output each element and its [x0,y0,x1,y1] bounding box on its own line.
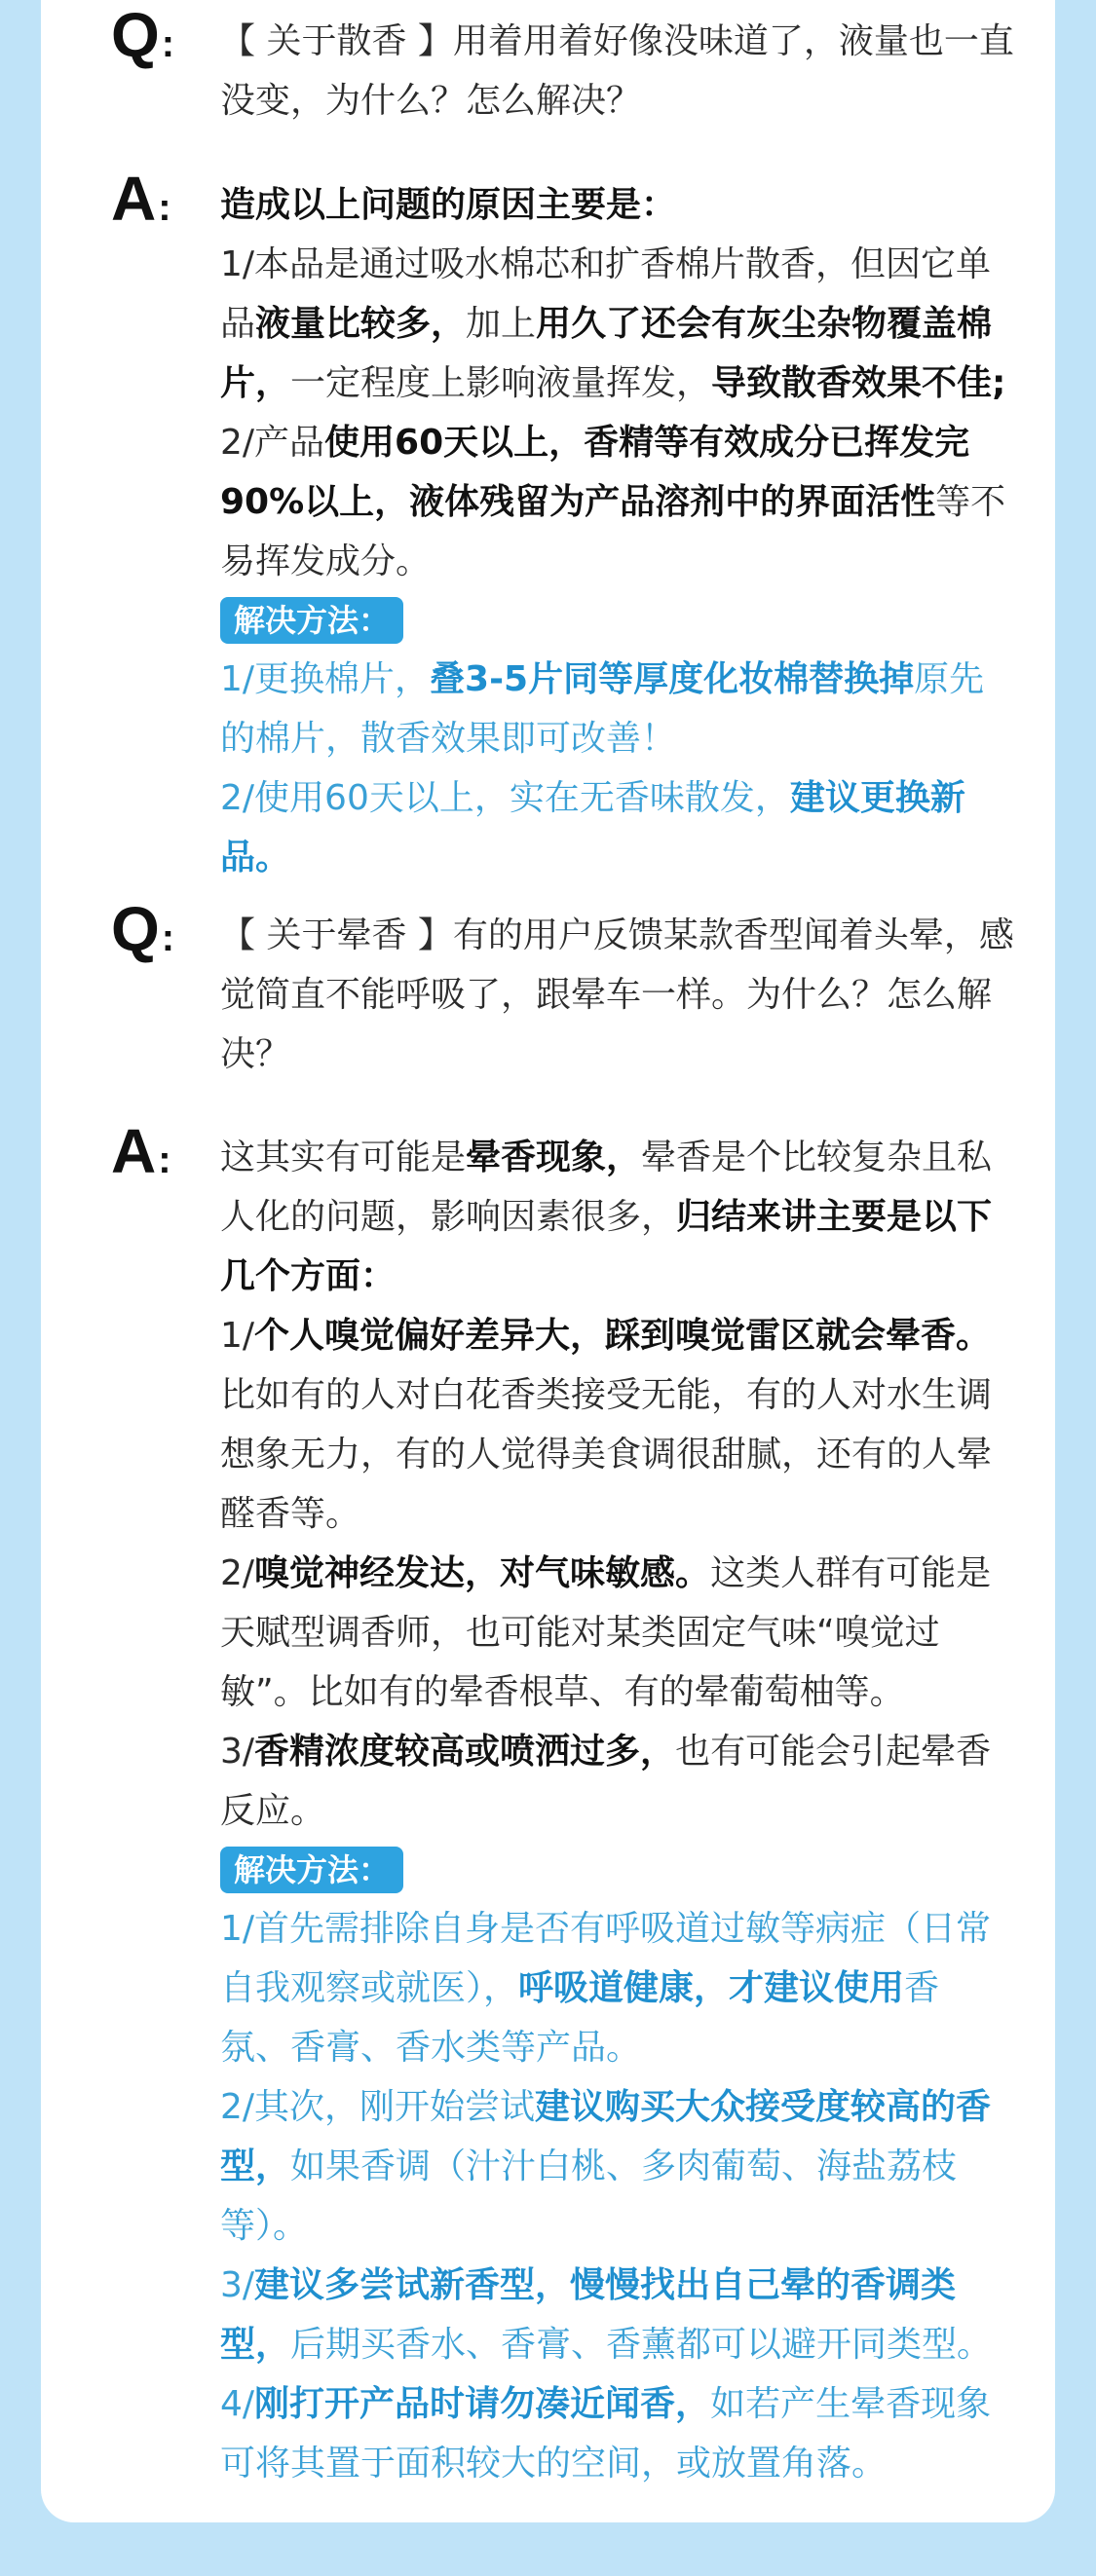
solution-tag: 解决方法： [220,1847,403,1893]
question-scent-diffusion [111,0,1046,131]
solution-item: 4/刚打开产品时请勿凑近闻香，如若产生晕香现象 可将其置于面积较大的空间，或放置角落。 [220,2384,992,2483]
a-mark: A: [111,1116,171,1186]
solution-item: 3/建议多尝试新香型，慢慢找出自己晕的香调类 型，后期买香水、香膏、香薰都可以避开同类型。 [220,2265,993,2365]
faq-card [41,0,1055,2522]
answer-paragraph: 2/产品使用60天以上，香精等有效成分已挥发完 90%以上，液体残留为产品溶剂中的界面活性等不 易挥发成分。 [220,423,1006,581]
q-mark: Q: [111,894,175,964]
answer-intro: 这其实有可能是晕香现象，晕香是个比较复杂且私 人化的问题，影响因素很多，归结来讲主要是以下 几个方面： [220,1138,993,1296]
answer-heading: 造成以上问题的原因主要是： [220,185,677,225]
question-line: 【 关于散香 】用着用着好像没味道了，液量也一直 [220,21,1014,61]
question-line: 没变，为什么？怎么解决？ [220,81,642,121]
solution-item: 2/使用60天以上，实在无香味散发，建议更换新 品。 [220,778,965,877]
question-line: 决？ [220,1034,291,1074]
question-line: 【 关于晕香 】有的用户反馈某款香型闻着头晕，感 [220,915,1014,955]
q-mark: Q: [111,0,175,70]
question-scent-dizziness [111,894,1046,1084]
solution-item: 1/更换棉片，叠3-5片同等厚度化妆棉替换掉原先 的棉片，散香效果即可改善！ [220,659,985,759]
solution-item: 1/首先需排除自身是否有呼吸道过敏等病症（日常 自我观察或就医），呼吸道健康，才建议使用香 氛、香膏、香水类等产品。 [220,1909,992,2068]
answer-paragraph: 1/本品是通过吸水棉芯和扩香棉片散香，但因它单 品液量比较多，加上用久了还会有灰尘杂物覆盖棉 片，一定程度上影响液量挥发，导致散香效果不佳; [220,244,1006,403]
answer-scent-diffusion [111,164,1046,887]
question-line: 觉简直不能呼吸了，跟晕车一样。为什么？怎么解 [220,975,993,1015]
answer-paragraph: 1/个人嗅觉偏好差异大，踩到嗅觉雷区就会晕香。 比如有的人对白花香类接受无能，有的人对水生调 想象无力，有的人觉得美食调很甜腻，还有的人晕 醛香等。 [220,1316,993,1534]
a-mark: A: [111,164,171,234]
solution-item: 2/其次，刚开始尝试建议购买大众接受度较高的香 型，如果香调（汁汁白桃、多肉葡萄、海盐荔枝 等）。 [220,2087,992,2246]
answer-paragraph: 2/嗅觉神经发达，对气味敏感。这类人群有可能是 天赋型调香师，也可能对某类固定气味“嗅觉过 敏”。比如有的晕香根草、有的晕葡萄柚等。 [220,1553,992,1712]
answer-paragraph: 3/香精浓度较高或喷洒过多，也有可能会引起晕香 反应。 [220,1732,992,1831]
answer-scent-dizziness [111,1116,1046,2493]
solution-tag: 解决方法： [220,597,403,644]
